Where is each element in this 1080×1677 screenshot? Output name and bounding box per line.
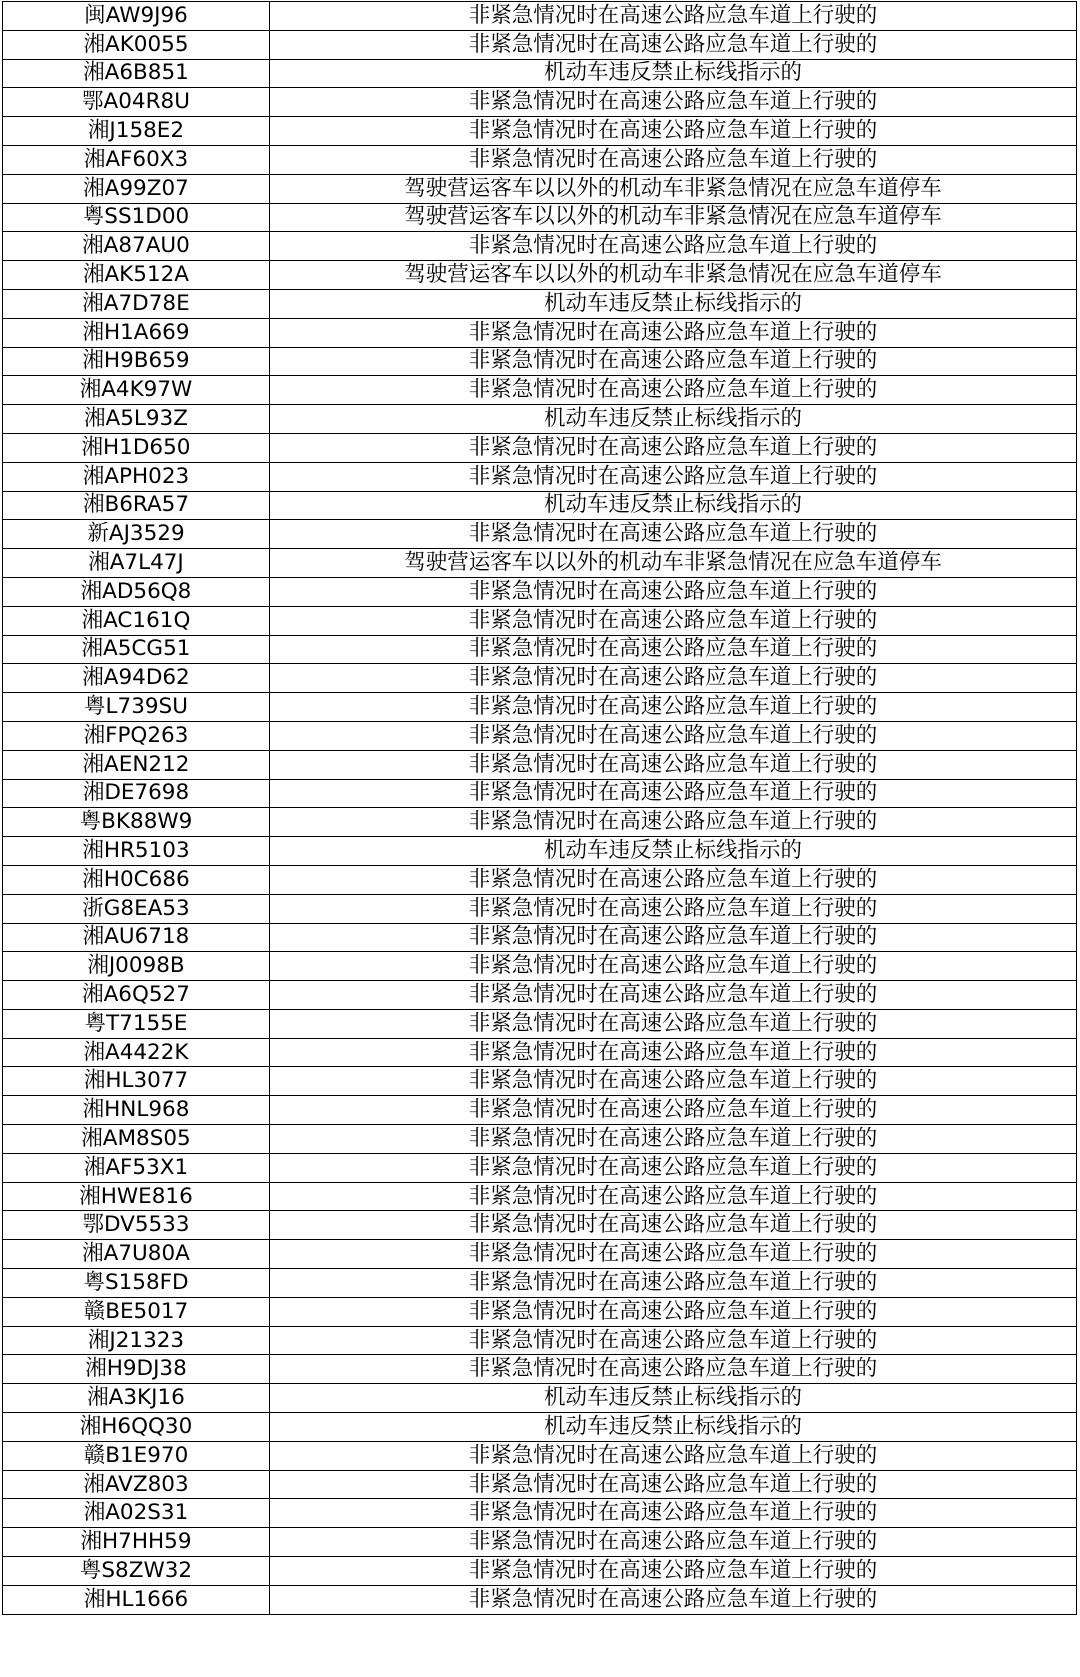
plate-cell: 粤L739SU xyxy=(3,693,270,722)
table-row xyxy=(3,1441,1077,1470)
violation-cell: 非紧急情况时在高速公路应急车道上行驶的 xyxy=(270,520,1077,549)
table-row xyxy=(3,405,1077,434)
table-row xyxy=(3,1269,1077,1298)
violation-cell: 机动车违反禁止标线指示的 xyxy=(270,59,1077,88)
plate-cell: 湘APH023 xyxy=(3,462,270,491)
table-row xyxy=(3,606,1077,635)
violation-cell: 非紧急情况时在高速公路应急车道上行驶的 xyxy=(270,1355,1077,1384)
table-row xyxy=(3,721,1077,750)
plate-cell: 湘HL3077 xyxy=(3,1067,270,1096)
plate-cell: 湘FPQ263 xyxy=(3,721,270,750)
violation-cell: 非紧急情况时在高速公路应急车道上行驶的 xyxy=(270,952,1077,981)
violation-cell: 非紧急情况时在高速公路应急车道上行驶的 xyxy=(270,1297,1077,1326)
plate-cell: 赣B1E970 xyxy=(3,1441,270,1470)
table-row xyxy=(3,59,1077,88)
violation-cell: 非紧急情况时在高速公路应急车道上行驶的 xyxy=(270,462,1077,491)
table-row xyxy=(3,865,1077,894)
table-row xyxy=(3,462,1077,491)
plate-cell: 湘AK0055 xyxy=(3,30,270,59)
table-row xyxy=(3,577,1077,606)
violation-cell: 非紧急情况时在高速公路应急车道上行驶的 xyxy=(270,232,1077,261)
table-row xyxy=(3,1067,1077,1096)
violation-cell: 非紧急情况时在高速公路应急车道上行驶的 xyxy=(270,1182,1077,1211)
violation-cell: 非紧急情况时在高速公路应急车道上行驶的 xyxy=(270,894,1077,923)
plate-cell: 湘A94D62 xyxy=(3,664,270,693)
plate-cell: 湘AVZ803 xyxy=(3,1470,270,1499)
plate-cell: 湘HL1666 xyxy=(3,1585,270,1614)
violation-cell: 非紧急情况时在高速公路应急车道上行驶的 xyxy=(270,88,1077,117)
table-row xyxy=(3,491,1077,520)
plate-cell: 新AJ3529 xyxy=(3,520,270,549)
table-row xyxy=(3,664,1077,693)
violation-cell: 机动车违反禁止标线指示的 xyxy=(270,289,1077,318)
plate-cell: 湘A87AU0 xyxy=(3,232,270,261)
violation-cell: 非紧急情况时在高速公路应急车道上行驶的 xyxy=(270,1528,1077,1557)
table-row xyxy=(3,1499,1077,1528)
plate-cell: 湘H1A669 xyxy=(3,318,270,347)
violation-cell: 机动车违反禁止标线指示的 xyxy=(270,1384,1077,1413)
plate-cell: 粤SS1D00 xyxy=(3,203,270,232)
table-row xyxy=(3,1153,1077,1182)
violation-cell: 非紧急情况时在高速公路应急车道上行驶的 xyxy=(270,376,1077,405)
plate-cell: 湘A7U80A xyxy=(3,1240,270,1269)
plate-cell: 湘H0C686 xyxy=(3,865,270,894)
table-row xyxy=(3,1384,1077,1413)
table-row xyxy=(3,1211,1077,1240)
table-row xyxy=(3,549,1077,578)
violation-cell: 非紧急情况时在高速公路应急车道上行驶的 xyxy=(270,1211,1077,1240)
violation-cell: 非紧急情况时在高速公路应急车道上行驶的 xyxy=(270,577,1077,606)
table-row xyxy=(3,779,1077,808)
violation-cell: 机动车违反禁止标线指示的 xyxy=(270,405,1077,434)
violation-cell: 非紧急情况时在高速公路应急车道上行驶的 xyxy=(270,1326,1077,1355)
violation-cell: 机动车违反禁止标线指示的 xyxy=(270,491,1077,520)
plate-cell: 湘A5L93Z xyxy=(3,405,270,434)
table-row xyxy=(3,261,1077,290)
plate-cell: 湘HNL968 xyxy=(3,1096,270,1125)
plate-cell: 湘AF53X1 xyxy=(3,1153,270,1182)
table-row xyxy=(3,2,1077,31)
table-row xyxy=(3,117,1077,146)
violation-cell: 机动车违反禁止标线指示的 xyxy=(270,1413,1077,1442)
plate-cell: 湘AD56Q8 xyxy=(3,577,270,606)
table-row xyxy=(3,1528,1077,1557)
table-row xyxy=(3,1125,1077,1154)
plate-cell: 粤S8ZW32 xyxy=(3,1557,270,1586)
plate-cell: 粤BK88W9 xyxy=(3,808,270,837)
table-row xyxy=(3,318,1077,347)
plate-cell: 湘J0098B xyxy=(3,952,270,981)
plate-cell: 湘HWE816 xyxy=(3,1182,270,1211)
violation-cell: 非紧急情况时在高速公路应急车道上行驶的 xyxy=(270,693,1077,722)
violation-cell: 非紧急情况时在高速公路应急车道上行驶的 xyxy=(270,1125,1077,1154)
plate-cell: 湘AK512A xyxy=(3,261,270,290)
plate-cell: 湘A3KJ16 xyxy=(3,1384,270,1413)
violation-cell: 非紧急情况时在高速公路应急车道上行驶的 xyxy=(270,1240,1077,1269)
violation-cell: 非紧急情况时在高速公路应急车道上行驶的 xyxy=(270,1009,1077,1038)
violation-cell: 非紧急情况时在高速公路应急车道上行驶的 xyxy=(270,635,1077,664)
plate-cell: 湘J21323 xyxy=(3,1326,270,1355)
violation-cell: 非紧急情况时在高速公路应急车道上行驶的 xyxy=(270,923,1077,952)
table-row xyxy=(3,635,1077,664)
plate-cell: 湘A4422K xyxy=(3,1038,270,1067)
plate-cell: 湘A7D78E xyxy=(3,289,270,318)
table-row xyxy=(3,145,1077,174)
violation-cell: 非紧急情况时在高速公路应急车道上行驶的 xyxy=(270,865,1077,894)
violation-cell: 驾驶营运客车以以外的机动车非紧急情况在应急车道停车 xyxy=(270,549,1077,578)
violation-cell: 非紧急情况时在高速公路应急车道上行驶的 xyxy=(270,1153,1077,1182)
plate-cell: 湘A7L47J xyxy=(3,549,270,578)
plate-cell: 湘B6RA57 xyxy=(3,491,270,520)
plate-cell: 湘AC161Q xyxy=(3,606,270,635)
violation-cell: 非紧急情况时在高速公路应急车道上行驶的 xyxy=(270,347,1077,376)
violation-cell: 非紧急情况时在高速公路应急车道上行驶的 xyxy=(270,1269,1077,1298)
plate-cell: 湘AEN212 xyxy=(3,750,270,779)
plate-cell: 湘A4K97W xyxy=(3,376,270,405)
plate-cell: 湘A6Q527 xyxy=(3,981,270,1010)
table-row xyxy=(3,1038,1077,1067)
plate-cell: 湘AM8S05 xyxy=(3,1125,270,1154)
table-row xyxy=(3,1096,1077,1125)
violation-cell: 非紧急情况时在高速公路应急车道上行驶的 xyxy=(270,2,1077,31)
plate-cell: 浙G8EA53 xyxy=(3,894,270,923)
table-row xyxy=(3,232,1077,261)
plate-cell: 湘A02S31 xyxy=(3,1499,270,1528)
violation-cell: 非紧急情况时在高速公路应急车道上行驶的 xyxy=(270,1441,1077,1470)
violations-table-body xyxy=(3,2,1077,1615)
violation-cell: 非紧急情况时在高速公路应急车道上行驶的 xyxy=(270,808,1077,837)
violation-cell: 非紧急情况时在高速公路应急车道上行驶的 xyxy=(270,750,1077,779)
plate-cell: 赣BE5017 xyxy=(3,1297,270,1326)
violation-cell: 非紧急情况时在高速公路应急车道上行驶的 xyxy=(270,433,1077,462)
violation-cell: 非紧急情况时在高速公路应急车道上行驶的 xyxy=(270,1557,1077,1586)
violation-cell: 非紧急情况时在高速公路应急车道上行驶的 xyxy=(270,606,1077,635)
table-row xyxy=(3,808,1077,837)
table-row xyxy=(3,88,1077,117)
table-row xyxy=(3,1182,1077,1211)
plate-cell: 湘DE7698 xyxy=(3,779,270,808)
table-row xyxy=(3,1326,1077,1355)
plate-cell: 湘A99Z07 xyxy=(3,174,270,203)
violation-cell: 非紧急情况时在高速公路应急车道上行驶的 xyxy=(270,1585,1077,1614)
violation-cell: 非紧急情况时在高速公路应急车道上行驶的 xyxy=(270,145,1077,174)
table-row xyxy=(3,894,1077,923)
violation-cell: 非紧急情况时在高速公路应急车道上行驶的 xyxy=(270,1038,1077,1067)
table-row xyxy=(3,376,1077,405)
table-row xyxy=(3,30,1077,59)
plate-cell: 湘H6QQ30 xyxy=(3,1413,270,1442)
violations-table xyxy=(2,1,1077,1615)
table-row xyxy=(3,1240,1077,1269)
table-row xyxy=(3,520,1077,549)
plate-cell: 鄂DV5533 xyxy=(3,1211,270,1240)
table-row xyxy=(3,347,1077,376)
violation-cell: 非紧急情况时在高速公路应急车道上行驶的 xyxy=(270,1470,1077,1499)
table-row xyxy=(3,981,1077,1010)
table-row xyxy=(3,837,1077,866)
violation-cell: 非紧急情况时在高速公路应急车道上行驶的 xyxy=(270,318,1077,347)
table-row xyxy=(3,750,1077,779)
plate-cell: 湘AU6718 xyxy=(3,923,270,952)
violation-cell: 非紧急情况时在高速公路应急车道上行驶的 xyxy=(270,117,1077,146)
violation-cell: 非紧急情况时在高速公路应急车道上行驶的 xyxy=(270,779,1077,808)
plate-cell: 粤T7155E xyxy=(3,1009,270,1038)
violation-cell: 非紧急情况时在高速公路应急车道上行驶的 xyxy=(270,981,1077,1010)
plate-cell: 粤S158FD xyxy=(3,1269,270,1298)
violation-cell: 非紧急情况时在高速公路应急车道上行驶的 xyxy=(270,1096,1077,1125)
table-row xyxy=(3,1557,1077,1586)
plate-cell: 鄂A04R8U xyxy=(3,88,270,117)
plate-cell: 湘H7HH59 xyxy=(3,1528,270,1557)
plate-cell: 湘H9B659 xyxy=(3,347,270,376)
table-row xyxy=(3,433,1077,462)
table-row xyxy=(3,1355,1077,1384)
violation-cell: 驾驶营运客车以以外的机动车非紧急情况在应急车道停车 xyxy=(270,261,1077,290)
table-row xyxy=(3,1470,1077,1499)
table-row xyxy=(3,952,1077,981)
table-row xyxy=(3,1009,1077,1038)
violation-cell: 非紧急情况时在高速公路应急车道上行驶的 xyxy=(270,30,1077,59)
table-row xyxy=(3,289,1077,318)
violation-cell: 非紧急情况时在高速公路应急车道上行驶的 xyxy=(270,664,1077,693)
table-row xyxy=(3,923,1077,952)
plate-cell: 湘A5CG51 xyxy=(3,635,270,664)
violation-cell: 驾驶营运客车以以外的机动车非紧急情况在应急车道停车 xyxy=(270,203,1077,232)
violation-cell: 非紧急情况时在高速公路应急车道上行驶的 xyxy=(270,1499,1077,1528)
plate-cell: 湘HR5103 xyxy=(3,837,270,866)
table-row xyxy=(3,203,1077,232)
plate-cell: 湘H1D650 xyxy=(3,433,270,462)
table-row xyxy=(3,1297,1077,1326)
table-row xyxy=(3,174,1077,203)
plate-cell: 湘H9DJ38 xyxy=(3,1355,270,1384)
table-row xyxy=(3,1585,1077,1614)
plate-cell: 湘J158E2 xyxy=(3,117,270,146)
violation-cell: 驾驶营运客车以以外的机动车非紧急情况在应急车道停车 xyxy=(270,174,1077,203)
violation-cell: 非紧急情况时在高速公路应急车道上行驶的 xyxy=(270,721,1077,750)
plate-cell: 湘A6B851 xyxy=(3,59,270,88)
violation-cell: 机动车违反禁止标线指示的 xyxy=(270,837,1077,866)
plate-cell: 湘AF60X3 xyxy=(3,145,270,174)
plate-cell: 闽AW9J96 xyxy=(3,2,270,31)
table-row xyxy=(3,1413,1077,1442)
table-row xyxy=(3,693,1077,722)
violation-cell: 非紧急情况时在高速公路应急车道上行驶的 xyxy=(270,1067,1077,1096)
